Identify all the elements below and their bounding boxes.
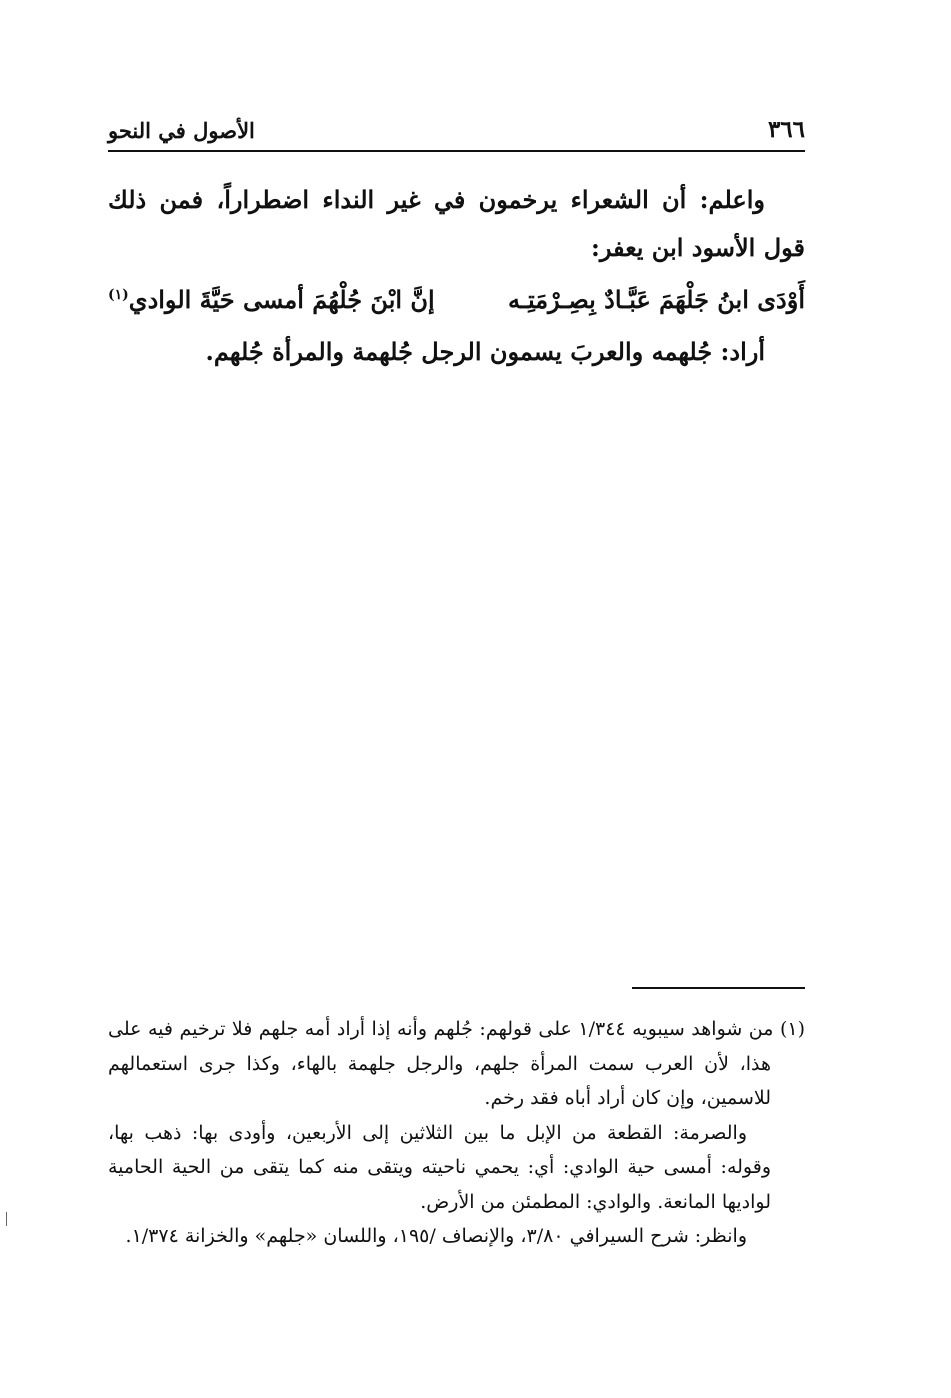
explanation-paragraph: أراد: جُلهمه والعربَ يسمون الرجل جُلهمة والمرأة جُلهم.: [205, 337, 765, 366]
page-header: [108, 116, 805, 152]
second-hemistich: إنَّ ابْنَ جُلْهُمَ أمسى حَيَّةَ الوادي: [128, 285, 435, 314]
main-text: [108, 176, 805, 376]
footnotes: [108, 1012, 805, 1254]
running-title: الأصول في النحو: [108, 118, 255, 143]
footnote-1-gloss: والصرمة: القطعة من الإبل ما بين الثلاثين إلى الأربعين، وأودى بها: ذهب بها، وقوله: أمسى حية الوادي: أي: يحمي ناحيته ويتقى منه كما يتقى من الحية الحامية لواديها المانعة. والوادي: المطمئن من الأرض.: [108, 1121, 771, 1213]
footnote-reference[interactable]: (١): [108, 287, 129, 303]
footnote-separator: [632, 987, 805, 989]
poetry-verse: [108, 276, 805, 324]
intro-paragraph: واعلم: أن الشعراء يرخمون في غير النداء اضطراراً، فمن ذلك قول الأسود ابن يعفر:: [108, 185, 805, 262]
scan-margin-mark: [6, 1212, 7, 1226]
footnote-1: (١) من شواهد سيبويه ١/٣٤٤ على قولهم: جُلهم وأنه إذا أراد أمه جلهم فلا ترخيم فيه على هذا، لأن العرب سمت المرأة جلهم، والرجل جلهمة بالهاء، وكذا جرى استعمالهم للاسمين، وإن كان أراد أباه فقد رخم.: [108, 1018, 805, 1109]
footnote-1-references: وانظر: شرح السيرافي ٣/٨٠، والإنصاف /١٩٥، واللسان «جلهم» والخزانة ١/٣٧٤.: [125, 1225, 747, 1247]
page-number: ٣٦٦: [767, 116, 805, 143]
first-hemistich: أَوْدَى ابنُ جَلْهَمَ عَبَّـادٌ بِصِـرْمَتِـه: [508, 285, 805, 314]
second-hemistich-wrap: [108, 276, 435, 324]
